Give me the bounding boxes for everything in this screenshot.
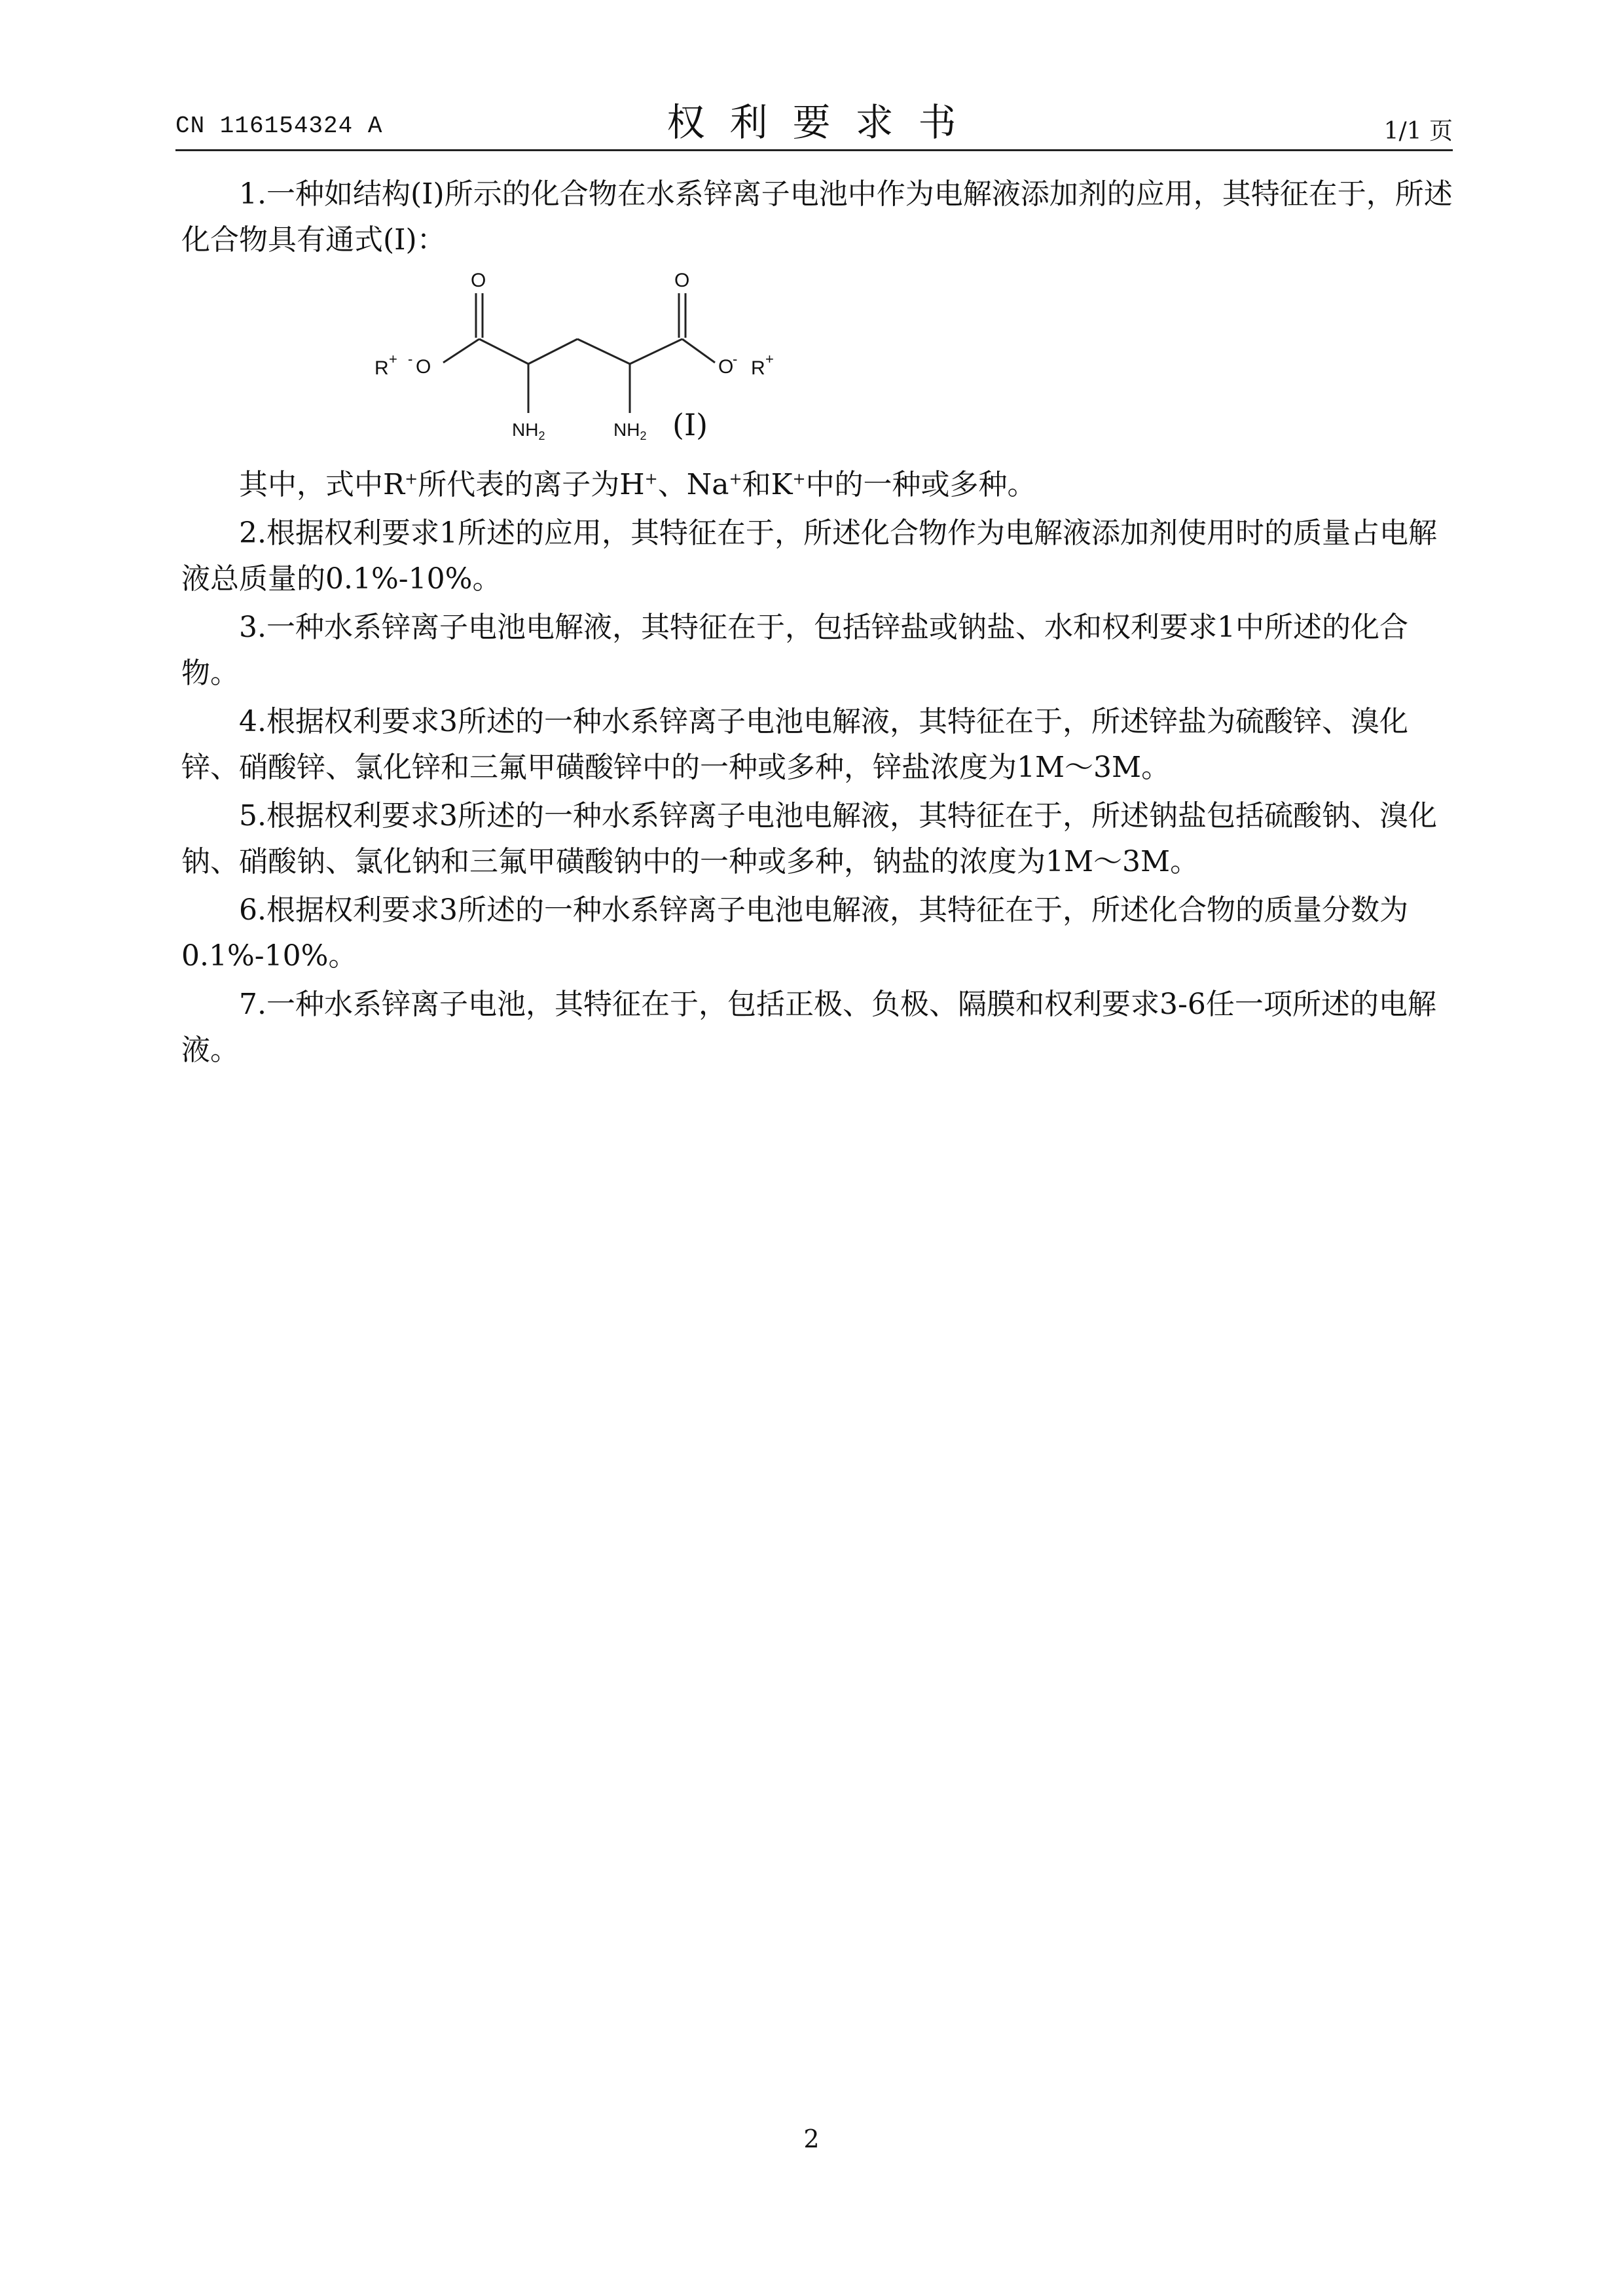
structure-diagram [234,266,954,462]
oxygen-right-top: O [674,270,690,291]
minus-left: - [408,351,413,367]
claim-5: 5.根据权利要求3所述的一种水系锌离子电池电解液，其特征在于，所述钠盐包括硫酸钠、溴化钠、硝酸钠、氯化钠和三氟甲磺酸钠中的一种或多种，钠盐的浓度为1M～3M。 [181,799,1437,878]
page-title: 权利要求书 [666,100,981,145]
doc-number: CN 116154324 A [175,113,383,139]
r-left: R [374,357,389,379]
claim-1-definition: 其中，式中R+所代表的离子为H+、Na+和K+中的一种或多种。 [239,468,1036,501]
minus-right: - [733,351,738,367]
claims-body [181,171,1453,1076]
claim-4: 4.根据权利要求3所述的一种水系锌离子电池电解液，其特征在于，所述锌盐为硫酸锌、溴化锌、硝酸锌、氯化锌和三氟甲磺酸锌中的一种或多种，锌盐浓度为1M～3M。 [181,705,1408,784]
plus-left: + [389,351,397,367]
header-rule [175,149,1453,151]
structure-label: (I) [672,407,708,442]
claim-3: 3.一种水系锌离子电池电解液，其特征在于，包括锌盐或钠盐、水和权利要求1中所述的化合物。 [181,611,1408,690]
claim-7: 7.一种水系锌离子电池，其特征在于，包括正极、负极、隔膜和权利要求3-6任一项所述的电解液。 [181,988,1436,1067]
r-right: R [751,357,765,379]
page-number: 2 [803,2125,820,2153]
chemical-structure [181,266,1453,462]
amine-left: $NH_2$ [512,420,545,442]
claim-6: 6.根据权利要求3所述的一种水系锌离子电池电解液，其特征在于，所述化合物的质量分数为0.1%-10%。 [181,893,1408,973]
plus-right: + [765,351,774,367]
oxygen-left-top: O [471,270,486,291]
page-label: 1/1 页 [1383,118,1453,145]
oxygen-left-anion: O [416,356,431,378]
amine-right: $NH_2$ [613,420,647,442]
claim-2: 2.根据权利要求1所述的应用，其特征在于，所述化合物作为电解液添加剂使用时的质量占电解液总质量的0.1%-10%。 [181,516,1437,596]
oxygen-right-anion: O [718,356,734,378]
claim-1: 1.一种如结构(I)所示的化合物在水系锌离子电池中作为电解液添加剂的应用，其特征在于，所述化合物具有通式(I)： [181,177,1453,257]
